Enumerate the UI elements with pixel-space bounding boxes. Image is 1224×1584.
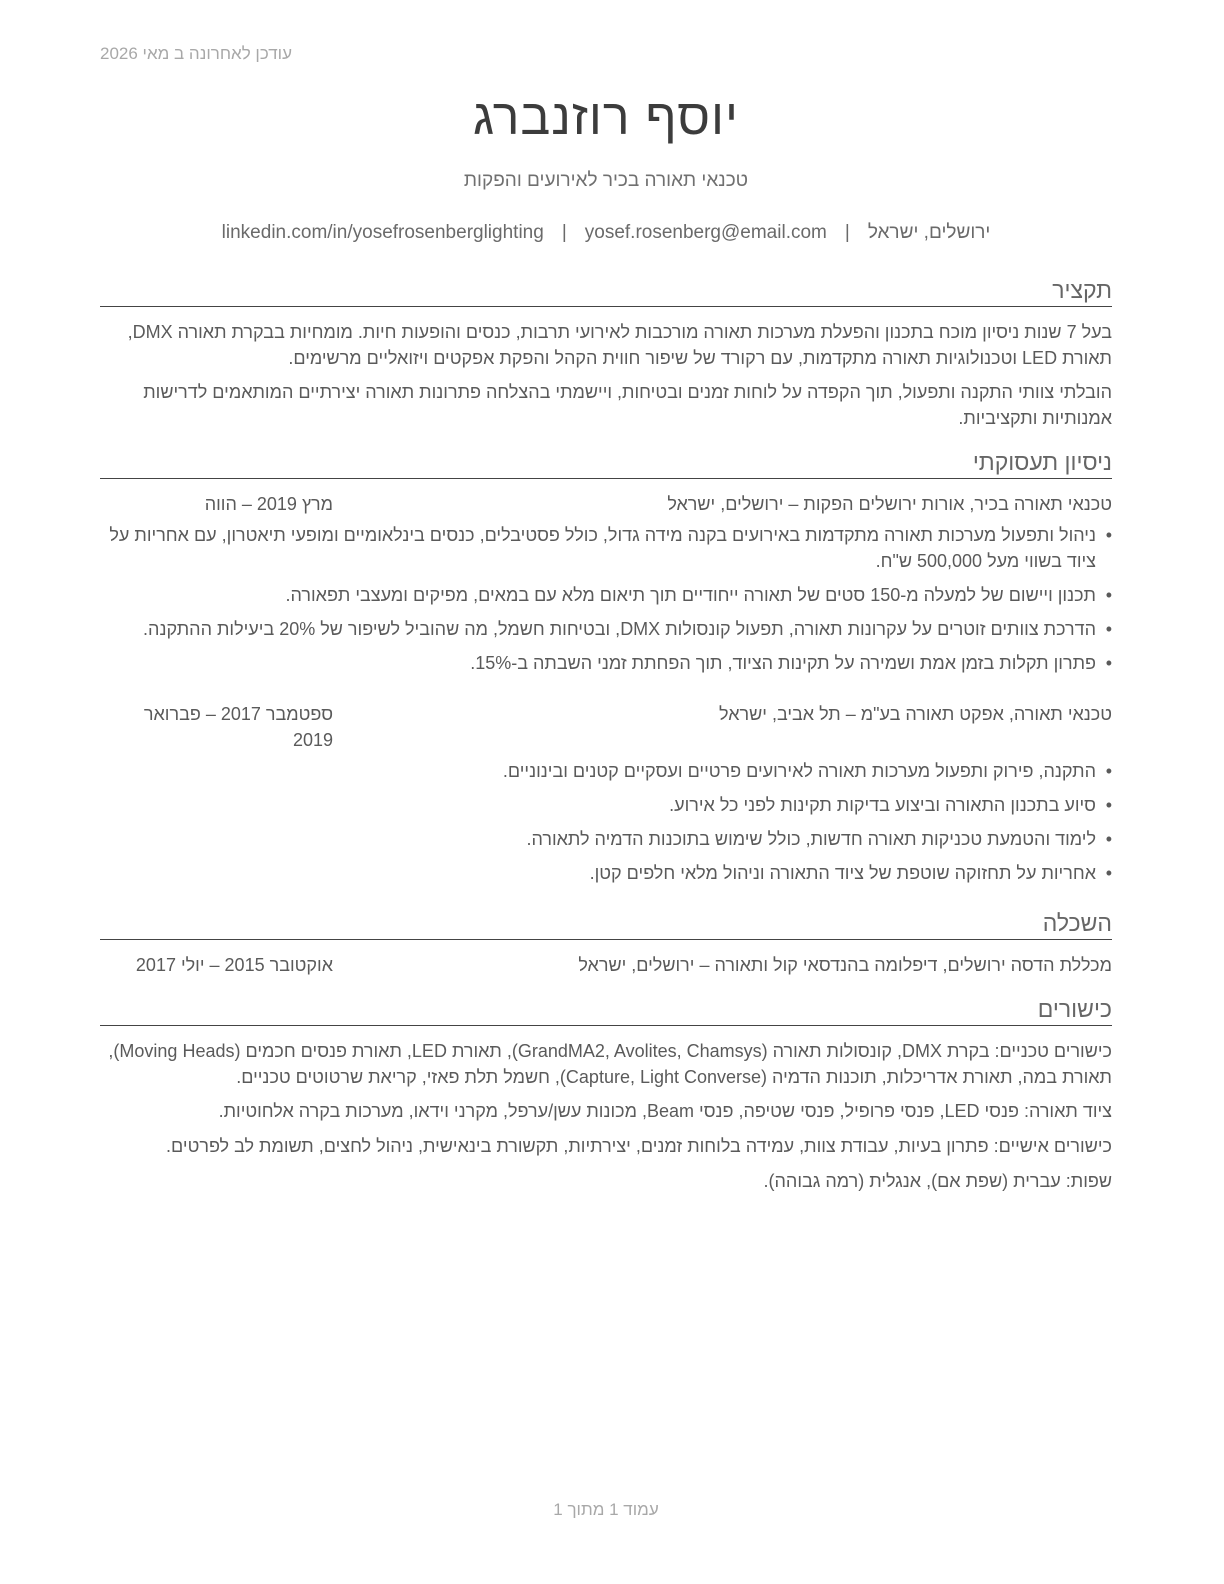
- job-bullet: • סיוע בתכנון התאורה וביצוע בדיקות תקינות לפני כל אירוע.: [100, 792, 1112, 818]
- job-bullet: • הדרכת צוותים זוטרים על עקרונות תאורה, תפעול קונסולות DMX, ובטיחות חשמל, מה שהוביל לשיפור של 20% ביעילות ההתקנה.: [100, 616, 1112, 642]
- summary-paragraph: בעל 7 שנות ניסיון מוכח בתכנון והפעלת מערכות תאורה מורכבות לאירועי תרבות, כנסים והופעות חיות. מומחיות בבקרת תאורה DMX, תאורת LED וטכנולוגיות תאורה מתקדמות, עם רקורד של שיפור חווית הקהל והפקת אפקטים ויזואליים מרשימים.: [127, 322, 1112, 368]
- job-bullets: [100, 522, 1112, 684]
- job-bullet: • אחריות על תחזוקה שוטפת של ציוד התאורה וניהול מלאי חלפים קטן.: [100, 860, 1112, 886]
- contact-separator: |: [561, 222, 567, 243]
- job-header: [100, 491, 1112, 517]
- job-bullet: • ניהול ותפעול מערכות תאורה מתקדמות באירועים בקנה מידה גדול, כולל פסטיבלים, כנסים בינלאומיים ומופעי תיאטרון, עם אחריות על ציוד בשווי מעל 500,000 ש"ח.: [100, 522, 1112, 574]
- skills-line: ציוד תאורה: פנסי LED, פנסי פרופיל, פנסי שטיפה, פנסי Beam, מכונות עשן/ערפל, מקרני וידאו, מערכות בקרה אלחוטיות.: [218, 1101, 1112, 1121]
- education-dates: אוקטובר 2015 – יולי 2017: [135, 955, 333, 975]
- job-bullets: [100, 758, 1112, 894]
- job-bullet: • פתרון תקלות בזמן אמת ושמירה על תקינות הציוד, תוך הפחתת זמני השבתה ב-15%.: [100, 650, 1112, 676]
- job-header: [100, 701, 1112, 753]
- linkedin-link[interactable]: linkedin.com/in/yosefrosenberglighting: [221, 222, 544, 243]
- education-entry: [100, 952, 1112, 978]
- skills-line: כישורים אישיים: פתרון בעיות, עבודת צוות, עמידה בלוחות זמנים, יצירתיות, תקשורת בינאישית, ניהול לחצים, תשומת לב לפרטים.: [166, 1136, 1112, 1156]
- section-title-education: השכלה: [100, 909, 1112, 940]
- job-bullet: • התקנה, פירוק ותפעול מערכות תאורה לאירועים פרטיים ועסקיים קטנים ובינוניים.: [100, 758, 1112, 784]
- page-number: עמוד 1 מתוך 1: [553, 1500, 659, 1519]
- email-link[interactable]: yosef.rosenberg@email.com: [584, 222, 827, 243]
- section-title-experience: ניסיון תעסוקתי: [100, 448, 1112, 479]
- summary-paragraph: הובלתי צוותי התקנה ותפעול, תוך הקפדה על לוחות זמנים ובטיחות, ויישמתי בהצלחה פתרונות תאורה יצירתיים המותאמים לדרישות אמנותיות ותקציביות.: [143, 382, 1112, 428]
- job-bullet: • לימוד והטמעת טכניקות תאורה חדשות, כולל שימוש בתוכנות הדמיה לתאורה.: [100, 826, 1112, 852]
- section-title-summary: תקציר: [100, 276, 1112, 307]
- contact-line: [100, 222, 1112, 244]
- job-bullet: • תכנון ויישום של למעלה מ-150 סטים של תאורה ייחודיים תוך תיאום מלא עם במאים, מפיקים ומעצבי תפאורה.: [100, 582, 1112, 608]
- section-title-skills: כישורים: [100, 995, 1112, 1026]
- job-dates: ספטמבר 2017 – פברואר 2019: [143, 704, 333, 750]
- job-role: טכנאי תאורה, אפקט תאורה בע"מ – תל אביב, ישראל: [719, 704, 1112, 724]
- skills-line: שפות: עברית (שפת אם), אנגלית (רמה גבוהה).: [763, 1171, 1112, 1191]
- job-role: טכנאי תאורה בכיר, אורות ירושלים הפקות – ירושלים, ישראל: [667, 494, 1112, 514]
- skills-line: כישורים טכניים: בקרת DMX, קונסולות תאורה (GrandMA2, Avolites, Chamsys), תאורת LED, תאורת פנסים חכמים (Moving Heads), תאורת במה, תאורת אדריכלות, תוכנות הדמיה (Capture, Light Converse), חשמל תלת פאזי, קריאת שרטוטים טכניים.: [108, 1041, 1112, 1087]
- job-dates: מרץ 2019 – הווה: [204, 494, 333, 514]
- candidate-title: טכנאי תאורה בכיר לאירועים והפקות: [463, 170, 749, 191]
- candidate-name: יוסף רוזנברג: [473, 89, 739, 145]
- education-institution: מכללת הדסה ירושלים, דיפלומה בהנדסאי קול ותאורה – ירושלים, ישראל: [578, 955, 1112, 975]
- contact-separator: |: [844, 222, 850, 243]
- last-updated-note: עודכן לאחרונה ב מאי 2026: [100, 44, 292, 63]
- resume-page: [100, 0, 1112, 1584]
- location-text: ירושלים, ישראל: [867, 222, 991, 243]
